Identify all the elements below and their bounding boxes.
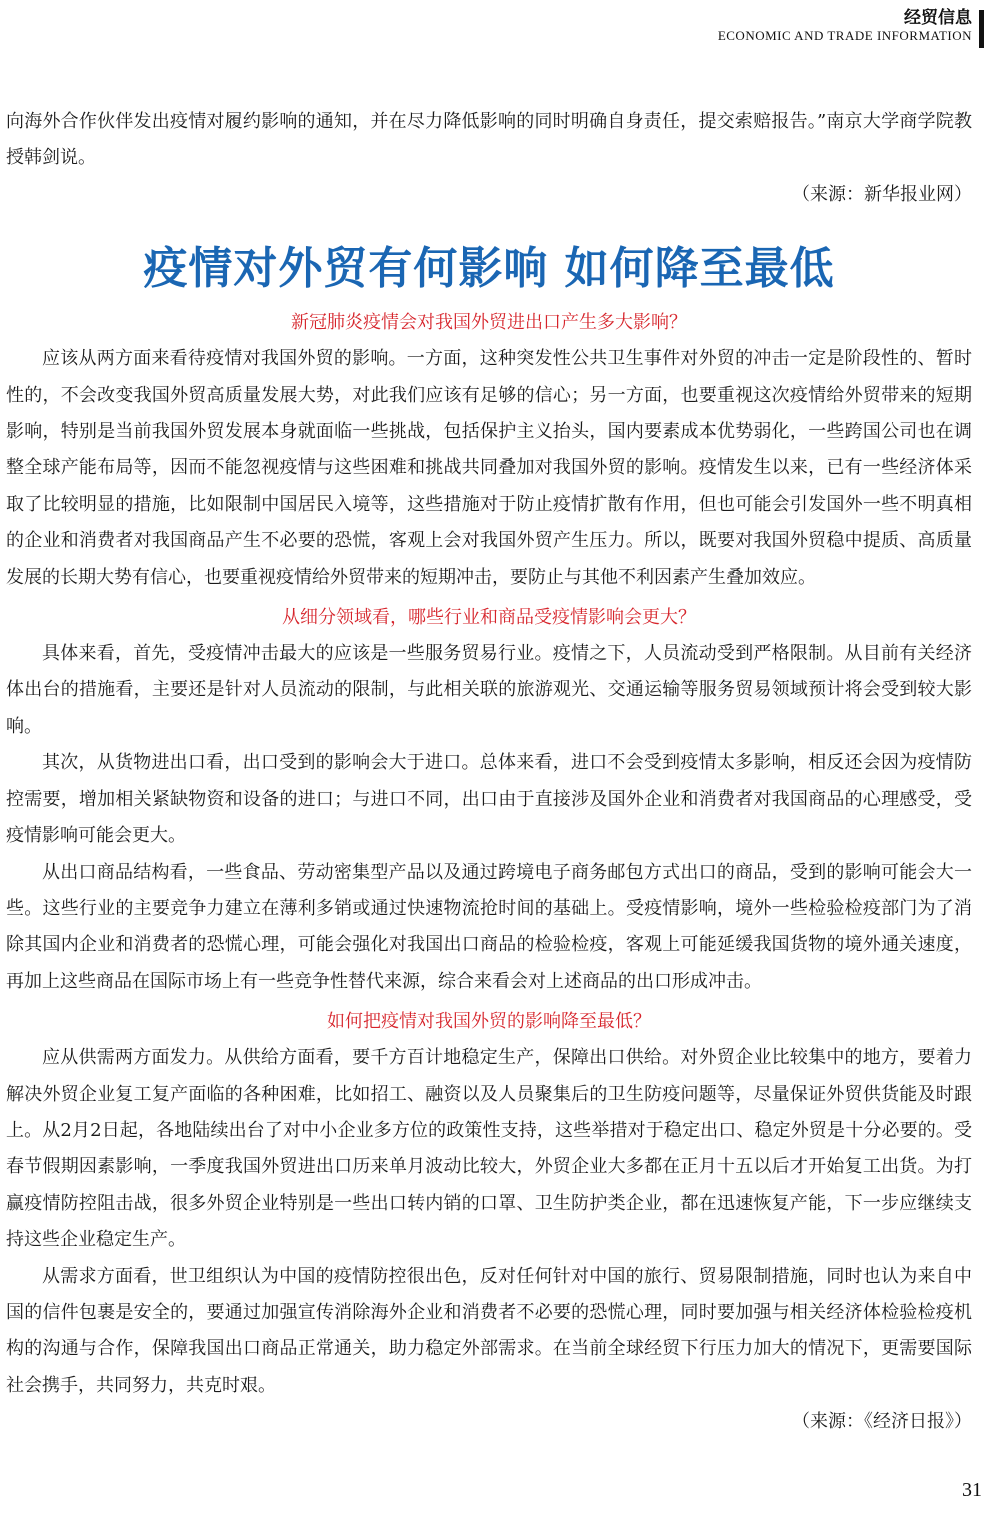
paragraph-4: 从出口商品结构看，一些食品、劳动密集型产品以及通过跨境电子商务邮包方式出口的商品，受到的影响可能会大一些。这些行业的主要竞争力建立在薄利多销或通过快速物流抢时间的基础上。受疫情影响，境外一些检验检疫部门为了消除其国内企业和消费者的恐慌心理，可能会强化对我国出口商品的检验检疫，客观上可能延缓我国货物的境外通关速度，再加上这些商品在国际市场上有一些竞争性替代来源，综合来看会对上述商品的出口形成冲击。: [6, 861, 972, 992]
paragraph-3: 其次，从货物进出口看，出口受到的影响会大于进口。总体来看，进口不会受到疫情太多影响，相反还会因为疫情防控需要，增加相关紧缺物资和设备的进口；与进口不同，出口由于直接涉及国外企业和消费者对我国商品的心理感受，受疫情影响可能会更大。: [6, 752, 972, 847]
intro-text: 向海外合作伙伴发出疫情对履约影响的通知，并在尽力降低影响的同时明确自身责任，提交索赔报告。”南京大学商学院教授韩剑说。: [6, 111, 972, 169]
section-title-cn: 经贸信息: [904, 8, 972, 28]
running-header: [718, 8, 972, 44]
section-title-en: ECONOMIC AND TRADE INFORMATION: [717, 28, 972, 43]
article-source: （来源：《经济日报》）: [792, 1411, 972, 1433]
page-content: [6, 104, 972, 1441]
intro-paragraph: [6, 104, 972, 177]
paragraph-1: 应该从两方面来看待疫情对我国外贸的影响。一方面，这种突发性公共卫生事件对外贸的冲击一定是阶段性的、暂时性的，不会改变我国外贸高质量发展大势，对此我们应该有足够的信心；另一方面，也要重视这次疫情给外贸带来的短期影响，特别是当前我国外贸发展本身就面临一些挑战，包括保护主义抬头，国内要素成本优势弱化，一些跨国公司也在调整全球产能布局等，因而不能忽视疫情与这些困难和挑战共同叠加对我国外贸的影响。疫情发生以来，已有一些经济体采取了比较明显的措施，比如限制中国居民入境等，这些措施对于防止疫情扩散有作用，但也可能会引发国外一些不明真相的企业和消费者对我国商品产生不必要的恐慌，客观上会对我国外贸产生压力。所以，既要对我国外贸稳中提质、高质量发展的长期大势有信心，也要重视疫情给外贸带来的短期冲击，要防止与其他不利因素产生叠加效应。: [6, 348, 972, 588]
intro-source: （来源：新华报业网）: [792, 183, 972, 205]
article-title: 疫情对外贸有何影响 如何降至最低: [143, 243, 835, 295]
intro-source-line: [6, 177, 972, 213]
paragraph-6: 从需求方面看，世卫组织认为中国的疫情防控很出色，反对任何针对中国的旅行、贸易限制措施，同时也认为来自中国的信件包裹是安全的，要通过加强宣传消除海外企业和消费者不必要的恐慌心理，同时要加强与相关经济体检验检疫机构的沟通与合作，保障我国出口商品正常通关，助力稳定外部需求。在当前全球经贸下行压力加大的情况下，更需要国际社会携手，共同努力，共克时艰。: [6, 1265, 972, 1396]
question-heading-3: 如何把疫情对我国外贸的影响降至最低？: [327, 1011, 651, 1033]
article-source-line: [6, 1404, 972, 1440]
paragraph-5: 应从供需两方面发力。从供给方面看，要千方百计地稳定生产，保障出口供给。对外贸企业比较集中的地方，要着力解决外贸企业复工复产面临的各种困难，比如招工、融资以及人员聚集后的卫生防疫问题等，尽量保证外贸供货能及时跟上。从2月2日起，各地陆续出台了对中小企业多方位的政策性支持，这些举措对于稳定出口、稳定外贸是十分必要的。受春节假期因素影响，一季度我国外贸进出口历来单月波动比较大，外贸企业大多都在正月十五以后才开始复工出货。为打赢疫情防控阻击战，很多外贸企业特别是一些出口转内销的口罩、卫生防护类企业，都在迅速恢复产能，下一步应继续支持这些企业稳定生产。: [6, 1047, 972, 1251]
page-number: 31: [962, 1479, 982, 1501]
paragraph-2: 具体来看，首先，受疫情冲击最大的应该是一些服务贸易行业。疫情之下，人员流动受到严格限制。从目前有关经济体出台的措施看，主要还是针对人员流动的限制，与此相关联的旅游观光、交通运输等服务贸易领域预计将会受到较大影响。: [6, 643, 972, 737]
header-bar: [979, 10, 984, 48]
question-heading-1: 新冠肺炎疫情会对我国外贸进出口产生多大影响？: [291, 312, 687, 334]
question-heading-2: 从细分领域看，哪些行业和商品受疫情影响会更大？: [282, 607, 696, 629]
